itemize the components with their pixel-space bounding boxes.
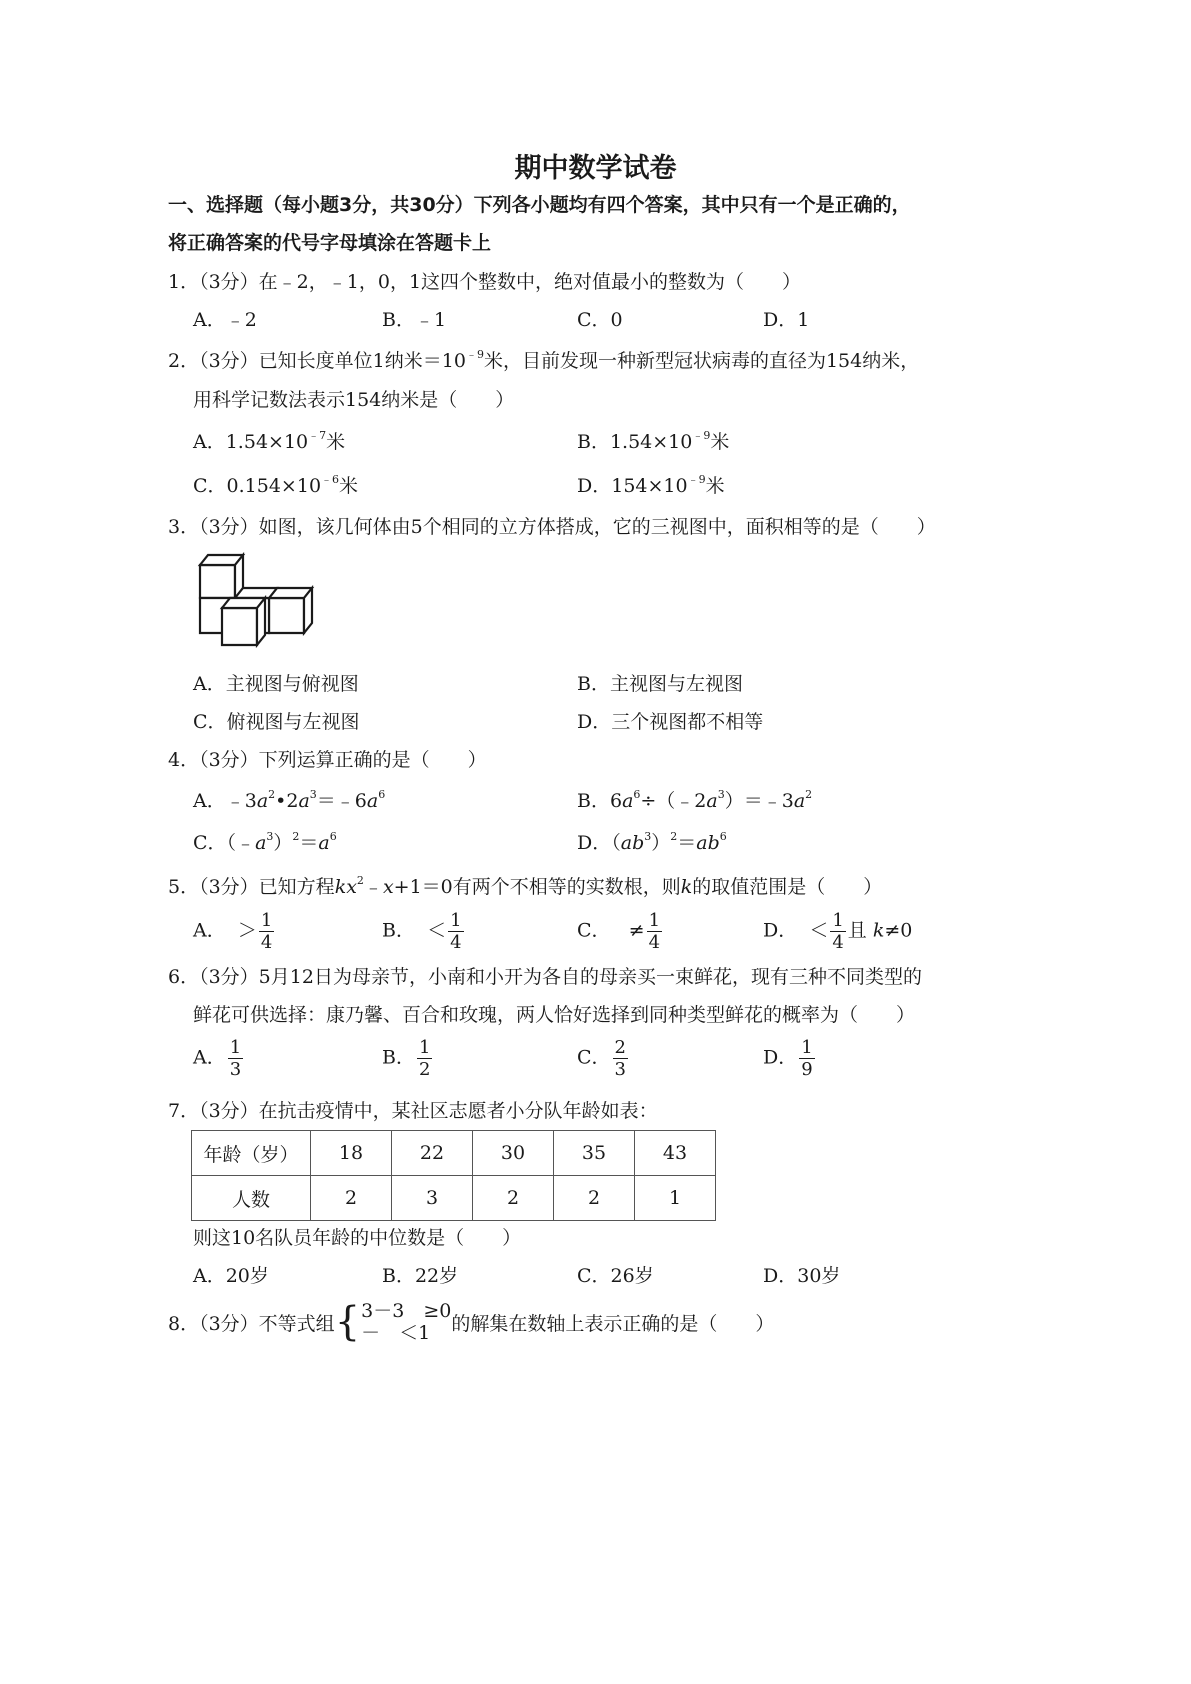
cube-figure (195, 550, 330, 650)
q7-option-a: A．20岁 (193, 1265, 269, 1287)
page-title: 期中数学试卷 (514, 153, 677, 184)
q6-option-b: B． $\frac{1}{2}$ (382, 1037, 431, 1080)
table-cell: 2 (554, 1176, 635, 1221)
q1-option-c: C．0 (577, 309, 623, 331)
q6-option-c: C． $\frac{2}{3}$ (577, 1037, 626, 1080)
age-table (191, 1130, 716, 1221)
q4-option-a: A．$﹣3a^2•2a^3=﹣6a^6$ (193, 788, 386, 812)
question-3-stem: 3．（3分）如图，该几何体由5个相同的立方体搭成，它的三视图中，面积相等的是（ ） (168, 516, 936, 538)
q4-option-b: B．$6a^6\div(﹣2a^3)=﹣3a^2$ (577, 788, 813, 812)
table-cell: 2 (473, 1176, 554, 1221)
q3-option-a: A．主视图与俯视图 (193, 673, 359, 695)
q5-option-c: C． ≠ $\frac{1}{4}$ (577, 910, 661, 953)
question-7-followup: 则这10名队员年龄的中位数是（ ） (193, 1227, 522, 1249)
question-5-stem: 5．（3分）已知方程$kx^2﹣x+1=0$有两个不相等的实数根，则k的取值范围是（ ） (168, 874, 883, 898)
section-heading-line2: 将正确答案的代号字母填涂在答题卡上 (168, 232, 492, 254)
q3-option-b: B．主视图与左视图 (577, 673, 743, 695)
table-cell: 30 (473, 1131, 554, 1176)
table-cell: 年龄（岁） (192, 1131, 311, 1176)
table-cell: 1 (635, 1176, 716, 1221)
q7-option-b: B．22岁 (382, 1265, 459, 1287)
q1-option-b: B．﹣1 (382, 309, 447, 331)
table-row (192, 1131, 716, 1176)
q2-option-c: C．$0.154\times 10^{﹣6}$米 (193, 473, 359, 497)
q2-option-a: A．$1.54\times 10^{﹣7}$米 (193, 429, 346, 453)
q1-option-a: A．﹣2 (193, 309, 257, 331)
q2-option-d: D．$154\times 10^{﹣9}$米 (577, 473, 725, 497)
q4-option-d: D．$(ab^3)^2=ab^6$ (577, 830, 727, 854)
table-cell: 2 (311, 1176, 392, 1221)
table-cell: 人数 (192, 1176, 311, 1221)
question-2-stem-line2: 用科学记数法表示154纳米是（ ） (193, 389, 515, 411)
q4-option-c: C．$(﹣a^3)^2=a^6$ (193, 830, 337, 854)
q3-option-d: D．三个视图都不相等 (577, 711, 764, 733)
q6-option-a: A． $\frac{1}{3}$ (193, 1037, 242, 1080)
q5-option-d: D． ＜ $\frac{1}{4}$ 且 k≠0 (763, 910, 913, 953)
table-cell: 35 (554, 1131, 635, 1176)
q3-option-c: C．俯视图与左视图 (193, 711, 360, 733)
question-7-stem: 7．（3分）在抗击疫情中，某社区志愿者小分队年龄如表： (168, 1100, 658, 1122)
question-8-stem: 8．（3分）不等式组 { 3－3 ≥0 － ＜1 的解集在数轴上表示正确的是（ ） (168, 1299, 775, 1345)
question-2-stem: 2．（3分）已知长度单位1纳米$=10^{﹣9}$米，目前发现一种新型冠状病毒的直径为154纳米， (168, 348, 920, 372)
question-6-stem-line1: 6．（3分）5月12日为母亲节，小南和小开为各自的母亲买一束鲜花，现有三种不同类型的 (168, 966, 922, 988)
brace-symbol: { (334, 1299, 361, 1345)
table-cell: 3 (392, 1176, 473, 1221)
q2-option-b: B．$1.54\times 10^{﹣9}$米 (577, 429, 730, 453)
question-6-stem-line2: 鲜花可供选择：康乃馨、百合和玫瑰，两人恰好选择到同种类型鲜花的概率为（ ） (193, 1004, 916, 1026)
question-4-stem: 4．（3分）下列运算正确的是（ ） (168, 749, 487, 771)
section-heading-line1: 一、选择题（每小题3分，共30分）下列各小题均有四个答案，其中只有一个是正确的， (168, 194, 911, 216)
table-cell: 22 (392, 1131, 473, 1176)
q5-option-b: B． ＜ $\frac{1}{4}$ (382, 910, 462, 953)
q7-option-c: C．26岁 (577, 1265, 654, 1287)
q5-option-a: A． ＞ $\frac{1}{4}$ (193, 910, 273, 953)
table-row (192, 1176, 716, 1221)
table-cell: 43 (635, 1131, 716, 1176)
q6-option-d: D． $\frac{1}{9}$ (763, 1037, 813, 1080)
table-cell: 18 (311, 1131, 392, 1176)
question-1-stem: 1．（3分）在﹣2，﹣1，0，1这四个整数中，绝对值最小的整数为（ ） (168, 271, 802, 293)
q7-option-d: D．30岁 (763, 1265, 841, 1287)
q1-option-d: D．1 (763, 309, 810, 331)
